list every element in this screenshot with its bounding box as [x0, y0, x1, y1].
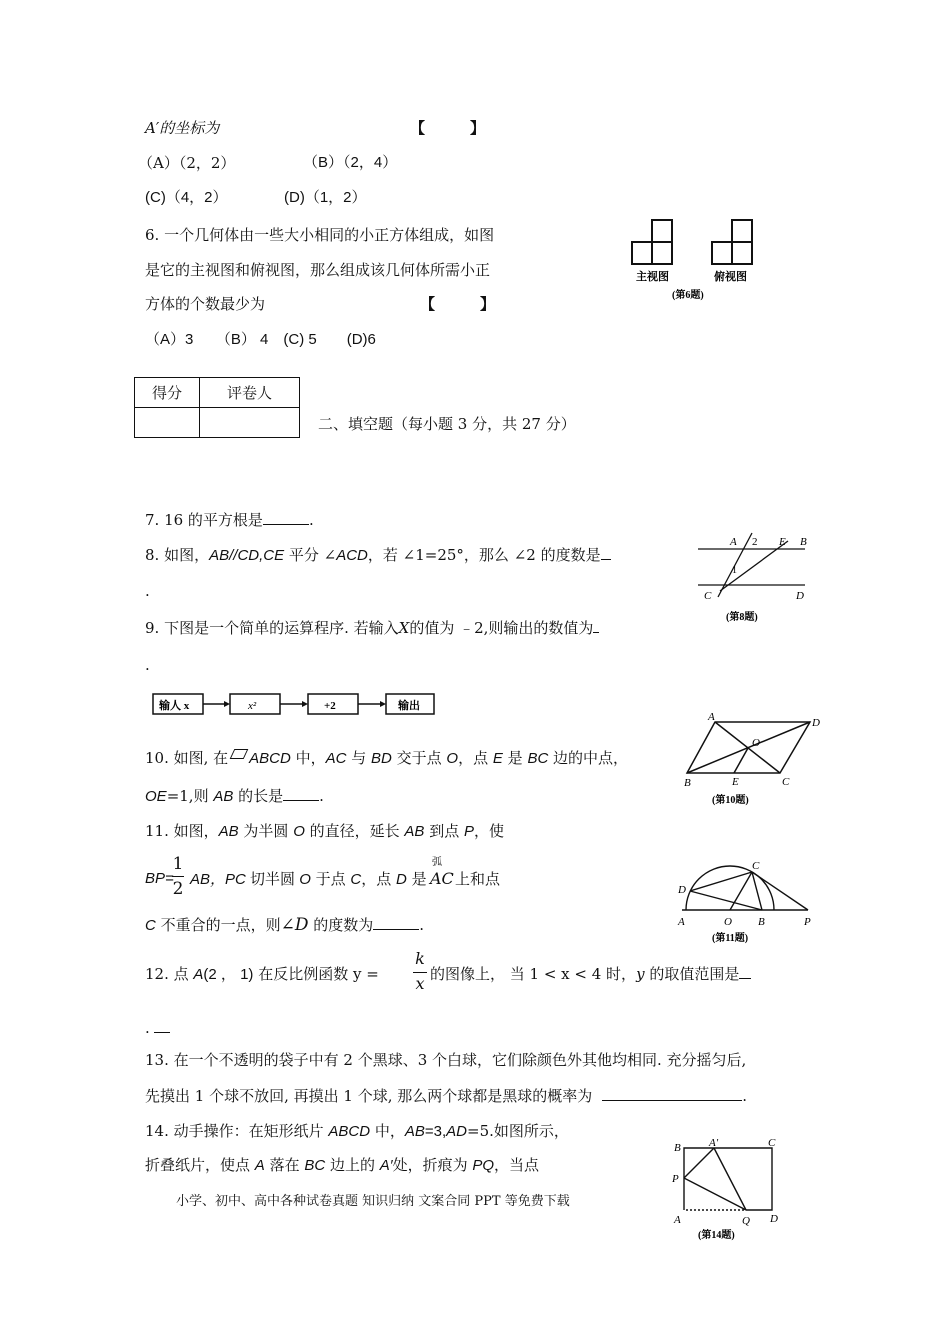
q10-ab: AB: [213, 788, 234, 805]
q6-caption: (第6题): [672, 290, 704, 301]
q9-flow-plus: +2: [324, 700, 336, 712]
q10-line2-b: 的长是: [233, 787, 284, 805]
grader-cell[interactable]: [200, 408, 300, 438]
q6-main-cube-2: [652, 242, 672, 264]
q7-answer-blank[interactable]: [263, 510, 309, 525]
q12-mid2: 的图像上， 当 1 < x < 4 时，: [430, 965, 637, 983]
q10-segment-oe: [734, 748, 748, 773]
q8-acd: ACD: [336, 547, 368, 564]
q14-label-p: P: [672, 1173, 679, 1185]
q8-label-c: C: [704, 590, 712, 602]
q11-label-d: D: [678, 884, 686, 896]
q8-num: 8. 如图，: [145, 546, 210, 564]
q8-mid: 平分 ∠: [284, 546, 337, 564]
q7-end: .: [308, 511, 314, 529]
q12-frac-bar: [413, 972, 427, 973]
q9-line1: [145, 618, 599, 638]
score-cell[interactable]: [135, 408, 200, 438]
q13-line1: 13. 在一个不透明的袋子中有 2 个黑球、3 个白球，它们除颜色外其他均相同. 充分摇匀后,: [145, 1051, 747, 1069]
q6-label-main: 主视图: [636, 271, 669, 283]
q9-flowchart: [150, 690, 445, 720]
q10-diagonal-bd: [687, 722, 810, 773]
q10-o: O: [446, 750, 459, 767]
q11-fraction-den: 2: [172, 879, 184, 899]
q10-e: E: [492, 750, 503, 767]
q13-line2: [145, 1086, 747, 1106]
q14-pa: A: [254, 1157, 265, 1174]
q14-v1: =3,: [424, 1123, 447, 1140]
q8-caption: (第8题): [726, 612, 758, 623]
q10-label-b: B: [684, 777, 691, 789]
footer-text: 小学、初中、高中各种试卷真题 知识归纳 文案合同 PPT 等免费下载: [176, 1194, 570, 1209]
q11-line2: [190, 869, 427, 890]
q9-arrowhead-1: [224, 701, 230, 707]
q6-top-cube-2: [732, 242, 752, 264]
q6-top-cube-1: [712, 242, 732, 264]
q12-pre: 12. 点: [145, 965, 194, 983]
q14-pre: 14. 动手操作：在矩形纸片: [145, 1122, 329, 1140]
q10-label-e: E: [732, 776, 739, 788]
q12-coords: (2 ， 1): [203, 966, 254, 983]
q9-arrowhead-2: [302, 701, 308, 707]
q10-mid1: 中，: [290, 749, 326, 767]
q11-arc-ac: AC: [430, 869, 454, 888]
q14-figure: [668, 1138, 818, 1248]
q11-angle-d: ∠D: [280, 915, 309, 935]
q14-fold-line-pq: [684, 1178, 746, 1210]
q10-oe: OE: [145, 788, 167, 805]
q11-pc: ，PC: [210, 871, 246, 888]
q14-label-b: B: [674, 1142, 681, 1154]
q10-pre: 10. 如图, 在: [145, 749, 229, 767]
q14-line2-e: ，当点: [494, 1156, 540, 1174]
q11-label-b: B: [758, 916, 765, 928]
q14-dashed-edge: [684, 1208, 746, 1210]
q6-top-cube-3: [732, 220, 752, 242]
q11-mid: 为半圆: [238, 822, 294, 840]
q11-figure: [672, 855, 820, 947]
q11-bp: BP=: [145, 870, 174, 887]
q14-bc: BC: [304, 1157, 326, 1174]
q11-label-o: O: [724, 916, 732, 928]
q11-fraction-num: 1: [172, 854, 184, 874]
q9-end: .: [145, 656, 150, 674]
q11-c: C: [350, 871, 362, 888]
q12-line1b: [430, 964, 751, 984]
q8-label-1: 1: [732, 565, 737, 576]
q14-line2-d: 处，折痕为: [392, 1156, 473, 1174]
q11-arc-mark: 弧: [432, 857, 442, 868]
q10-abcd: ABCD: [249, 750, 291, 767]
q7-text: 7. 16 的平方根是: [145, 511, 263, 529]
q6-figure: [624, 212, 774, 307]
q13-answer-blank[interactable]: [602, 1086, 742, 1101]
q10-line2-a: =1,则: [166, 787, 214, 805]
q14-ab: AB: [404, 1123, 425, 1140]
q11-end1: ，使: [473, 822, 504, 840]
q10-bc: BC: [527, 750, 549, 767]
q14-label-a-prime: A′: [709, 1138, 719, 1149]
q6-bracket: 【 】: [420, 295, 496, 313]
q11-line3-c: C: [145, 917, 156, 934]
q11-line3-b: 的度数为: [308, 916, 374, 934]
q14-segment-pa-prime: [684, 1148, 714, 1178]
q11-ab: AB: [218, 823, 239, 840]
q10-line2: [145, 786, 324, 807]
q12-frac-k: k: [415, 949, 425, 968]
q9-post: 的值为 ﹣2,则输出的数值为: [409, 619, 594, 637]
q11-o: O: [293, 823, 305, 840]
q11-label-a: A: [678, 916, 685, 928]
q11-answer-blank[interactable]: [373, 915, 419, 930]
q11-ab2: AB: [404, 823, 425, 840]
q10-end: .: [319, 787, 324, 805]
q10-figure: [680, 710, 830, 810]
q14-line2: [145, 1155, 539, 1176]
q14-caption: (第14题): [698, 1230, 735, 1241]
q11-line3-a: 不重合的一点，则: [155, 916, 281, 934]
q12-line1a: [145, 964, 379, 985]
q11-p: P: [463, 823, 474, 840]
q5-option-b: （B）（2，4）: [303, 154, 398, 171]
q8-rest: ，若 ∠1=25°，那么 ∠2 的度数是: [367, 546, 601, 564]
q12-a: A: [193, 966, 204, 983]
q14-segment-a-prime-q: [714, 1148, 746, 1210]
q11-post: 的直径，延长: [304, 822, 405, 840]
q8-label-d: D: [796, 590, 804, 602]
q14-ad: AD: [446, 1123, 468, 1140]
q10-mid6: 边的中点，: [548, 749, 629, 767]
q5-option-d: (D)（1，2）: [284, 189, 367, 206]
grader-header: 评卷人: [200, 378, 300, 408]
q13-line2-text: 先摸出 1 个球不放回, 再摸出 1 个球, 那么两个球都是黑球的概率为: [145, 1087, 593, 1105]
q8-line1: [145, 545, 611, 566]
q10-label-o: O: [752, 737, 760, 749]
q10-label-c: C: [782, 776, 790, 788]
q14-line1: [145, 1121, 569, 1142]
q11-o2: O: [299, 871, 311, 888]
q7: [145, 510, 314, 530]
q12-answer-blank-2[interactable]: [154, 1018, 170, 1033]
score-table: [134, 377, 300, 438]
q12-y: y =: [352, 965, 379, 983]
q14-line2-a: 折叠纸片，使点: [145, 1156, 255, 1174]
q5-stem-text: A′的坐标为: [145, 119, 220, 137]
q5-bracket: 【 】: [410, 119, 486, 137]
q11-d: D: [396, 871, 407, 888]
q14-pq: PQ: [472, 1157, 495, 1174]
q9-pre: 9. 下图是一个简单的运算程序. 若输入: [145, 619, 399, 637]
q8-answer-blank[interactable]: [601, 545, 611, 560]
q10-line1: [145, 748, 628, 769]
q10-label-a: A: [708, 711, 715, 723]
q10-label-d: D: [812, 717, 820, 729]
q11-line2-mid3: ，点: [361, 870, 397, 888]
q5-option-a: （A）（2，2）: [138, 154, 236, 172]
q8-label-a: A: [730, 536, 737, 548]
q8-figure: [690, 527, 820, 627]
score-header: 得分: [135, 378, 200, 408]
q5-stem: [145, 118, 219, 138]
q10-mid5: 是: [502, 749, 528, 767]
q12-frac-x: x: [415, 974, 425, 993]
q14-abcd: ABCD: [328, 1123, 371, 1140]
q11-caption: (第11题): [712, 933, 749, 944]
q6-line1: 6. 一个几何体由一些大小相同的小正方体组成，如图: [145, 226, 495, 244]
q10-mid2: 与: [346, 749, 372, 767]
q9-answer-blank[interactable]: [593, 618, 599, 633]
q12-end: .: [145, 1019, 150, 1037]
parallelogram-symbol: [230, 749, 249, 759]
q9-flow-square: x²: [248, 700, 257, 712]
q14-v2: =5.如图所示，: [467, 1122, 569, 1140]
section2-title: 二、填空题（每小题 3 分，共 27 分）: [318, 415, 576, 433]
q12-mid: 在反比例函数: [253, 965, 353, 983]
q14-mid: 中，: [370, 1122, 405, 1140]
q11-line2-mid: 切半圆: [245, 871, 300, 888]
q6-options: （A）3 （B） 4 (C) 5 (D)6: [145, 331, 376, 348]
q6-main-cube-3: [652, 220, 672, 242]
q10-answer-blank[interactable]: [283, 786, 319, 801]
q12-yv: y: [636, 965, 645, 983]
q6-label-top: 俯视图: [714, 271, 747, 283]
q6-main-cube-1: [632, 242, 652, 264]
q11-fraction-bar: [172, 876, 184, 877]
q12-post: 的取值范围是: [644, 965, 740, 983]
q12-answer-blank[interactable]: [739, 964, 751, 979]
q8-rel: AB//CD,CE: [209, 547, 285, 564]
q14-label-a: A: [674, 1214, 681, 1226]
q10-mid3: 交于点: [391, 749, 447, 767]
q11-ab3: AB: [190, 871, 211, 888]
q11-line2-start: [145, 869, 174, 889]
q11-chord-db: [690, 891, 762, 910]
q8-label-b: B: [800, 536, 807, 548]
q11-line2-end: 上和点: [455, 870, 501, 888]
q11-end: .: [419, 916, 425, 934]
q5-option-c: (C)（4，2）: [145, 189, 228, 206]
q14-label-c: C: [768, 1138, 776, 1149]
q14-line2-c: 边上的: [325, 1156, 380, 1174]
q14-line2-b: 落在: [264, 1156, 305, 1174]
q6-line2: 是它的主视图和俯视图，那么组成该几何体所需小正: [145, 261, 491, 279]
q9-arrowhead-3: [380, 701, 386, 707]
q12-line2: [145, 1018, 170, 1038]
q11-line3: [145, 915, 424, 936]
q11-post2: 到点: [424, 822, 464, 840]
q11-label-c: C: [752, 860, 760, 872]
q13-end: .: [742, 1087, 748, 1105]
q8-end: .: [145, 582, 150, 600]
q11-label-p: P: [804, 916, 811, 928]
q11-line2-mid4: 是: [406, 870, 427, 888]
q10-ac: AC: [325, 750, 347, 767]
q9-var: X: [398, 619, 410, 637]
q8-label-2: 2: [752, 536, 758, 548]
q9-flow-output: 输出: [398, 700, 420, 712]
q10-mid4: ，点: [458, 749, 493, 767]
q11-pre: 11. 如图，: [145, 822, 219, 840]
q10-caption: (第10题): [712, 795, 749, 806]
q14-ap: A′: [379, 1157, 393, 1174]
q9-flow-input: 输人 x: [159, 700, 190, 712]
q10-bd: BD: [371, 750, 392, 767]
q14-label-d: D: [770, 1213, 778, 1225]
q6-line3: 方体的个数最少为: [145, 295, 266, 313]
q11-line1: [145, 821, 504, 842]
q8-label-e: E: [779, 536, 786, 548]
q11-line2-mid2: 于点: [310, 870, 351, 888]
q14-label-q: Q: [742, 1215, 750, 1227]
